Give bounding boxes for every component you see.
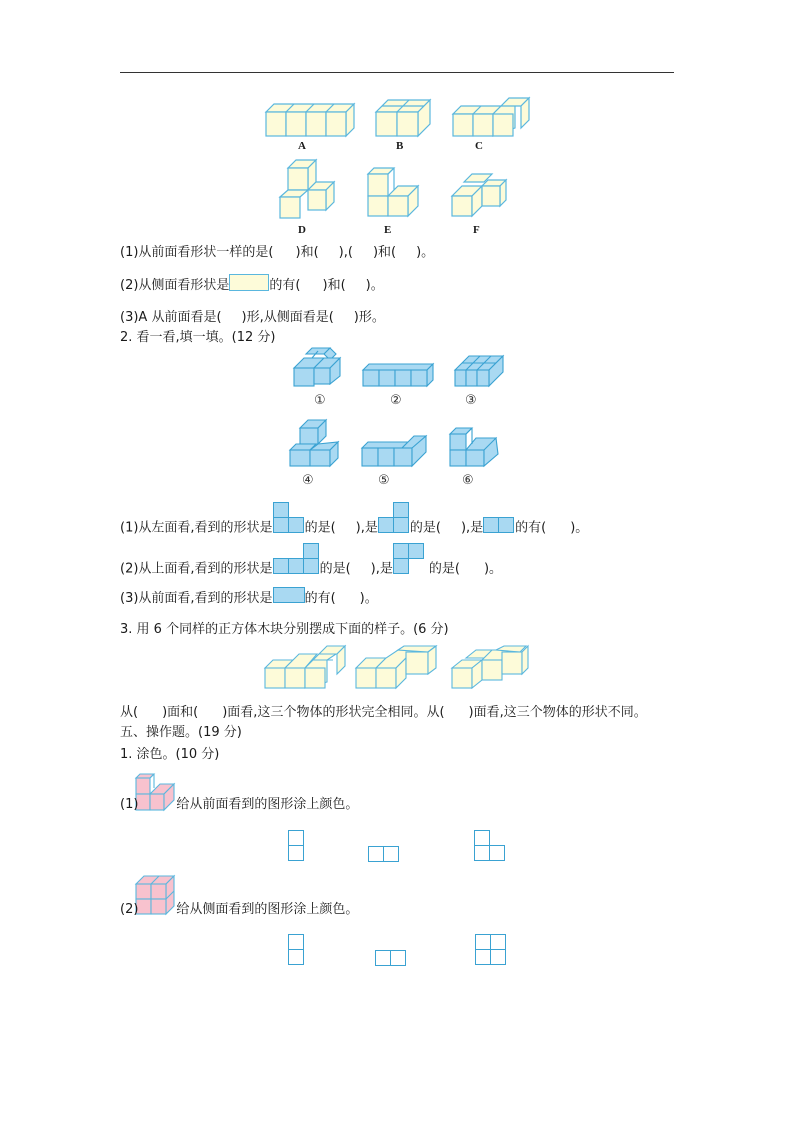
q1-sub2: (2)从侧面看形状是 的有( )和( )。 [120,277,384,294]
shape-step-icon [393,543,425,575]
label-4: ④ [302,473,314,488]
figure-f-cubes [452,174,508,218]
figure-3-cubes [455,356,505,388]
section-5-part-1: (1) 给从前面看到的图形涂上颜色。 [120,797,359,812]
figure-2-cubes [363,364,435,388]
figure-6-cubes [450,428,502,468]
shape-two-squares-icon [483,517,515,534]
figure-c-cubes [453,98,529,138]
q3-text: 从( )面和( )面看,这三个物体的形状完全相同。从( )面看,这三个物体的形状不同。 [120,705,647,720]
shape-wide-rect-icon [229,274,269,291]
shape-three-l-icon [273,543,320,575]
q1-sub1: (1)从前面看形状一样的是( )和( ),( )和( )。 [120,245,435,260]
choice-2b-horizontal-icon[interactable] [375,950,406,966]
label-5: ⑤ [378,473,390,488]
figure-c-label: C [475,140,483,152]
figure-d-label: D [298,224,306,236]
arrangement-2-cubes [356,646,438,690]
figure-4-cubes [290,420,340,468]
figure-5-cubes [362,434,428,468]
figure-d-cubes [280,160,336,220]
q2-sub1: (1)从左面看,看到的形状是 的是( ),是 的是( ),是 的有( )。 [120,512,588,544]
shape-l-right-icon [378,502,410,534]
q1-sub3: (3)A 从前面看是( )形,从侧面看是( )形。 [120,310,385,325]
choice-2c-square-icon[interactable] [475,934,506,965]
figure-1-cubes [294,348,344,388]
choice-2a-vertical-icon[interactable] [288,934,304,965]
shape-l-left-icon [273,502,305,534]
section-5-part-2: (2) 给从侧面看到的图形涂上颜色。 [120,902,359,917]
figure-b-cubes [376,100,432,138]
label-3: ③ [465,393,477,408]
choice-1a-vertical-icon[interactable] [288,830,304,861]
arrangement-1-cubes [265,646,347,690]
figure-a-cubes [266,104,356,138]
header-rule [120,72,674,73]
choice-1b-horizontal-icon[interactable] [368,846,399,862]
q2-title: 2. 看一看,填一填。(12 分) [120,330,276,345]
label-2: ② [390,393,402,408]
figure-b-label: B [396,140,404,152]
q2-sub3: (3)从前面看,看到的形状是 的有( )。 [120,590,378,607]
arrangement-3-cubes [452,646,530,690]
choice-1c-l-shape-icon[interactable] [474,830,505,861]
figure-e-label: E [384,224,392,236]
figure-f-label: F [473,224,480,236]
section-5-title: 五、操作题。(19 分) [120,725,242,740]
figure-a-label: A [298,140,306,152]
q3-title: 3. 用 6 个同样的正方体木块分别摆成下面的样子。(6 分) [120,622,449,637]
figure-e-cubes [368,168,424,218]
label-1: ① [314,393,326,408]
section-5-q1-title: 1. 涂色。(10 分) [120,747,220,762]
q2-sub2: (2)从上面看,看到的形状是 的是( ),是 的是( )。 [120,553,502,585]
label-6: ⑥ [462,473,474,488]
shape-wide-blue-icon [273,587,305,604]
